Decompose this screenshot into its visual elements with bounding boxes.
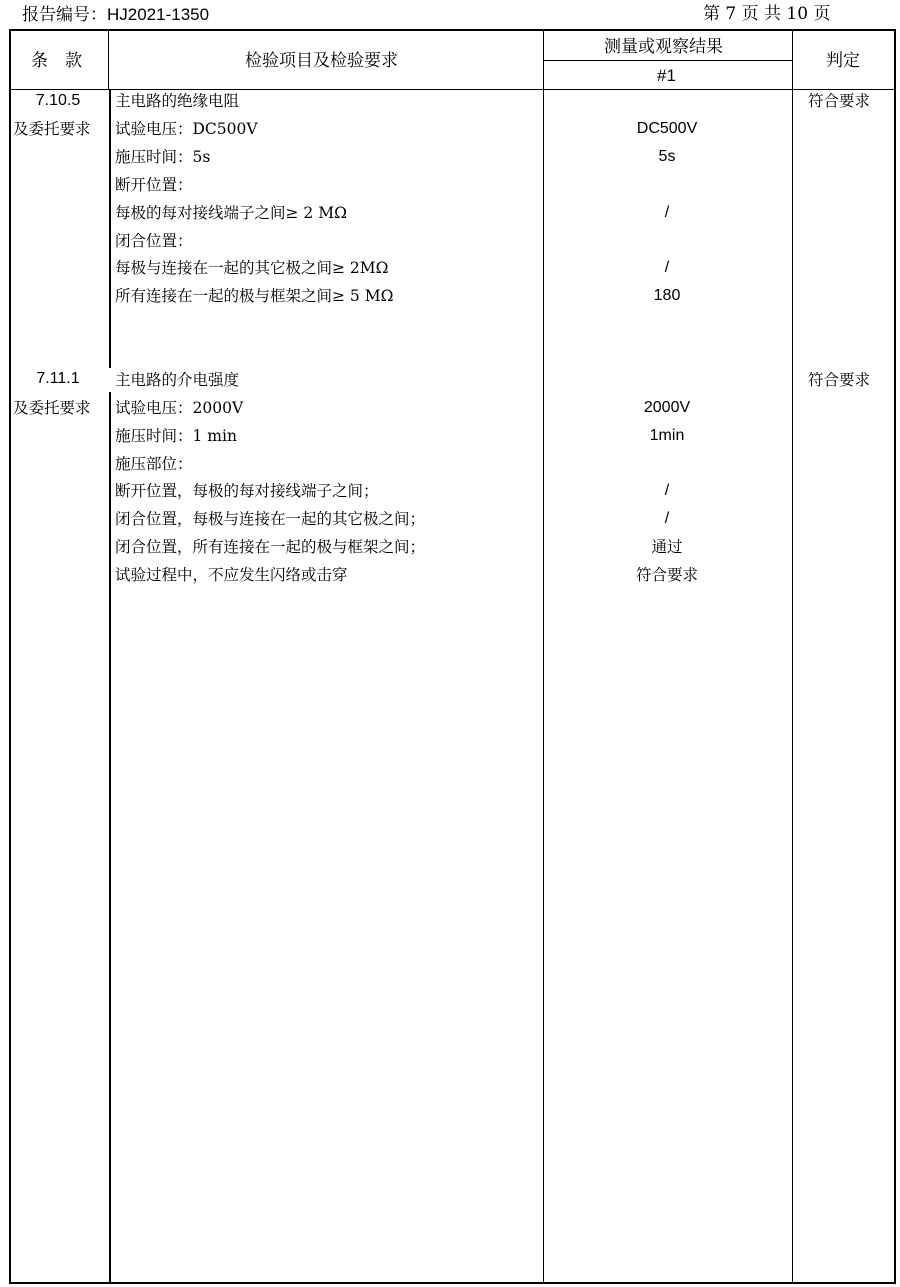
test-item-line: 每极与连接在一起的其它极之间≥ 2MΩ [115, 259, 389, 277]
test-item-line: 试验电压：DC500V [115, 120, 258, 138]
result-value: / [664, 482, 670, 499]
test-item-title: 主电路的介电强度 [115, 371, 240, 389]
result-value: / [664, 259, 670, 276]
clause-number: 7.10.5 [35, 92, 81, 109]
header-sample: #1 [657, 66, 676, 85]
test-item-line: 闭合位置： [115, 232, 193, 250]
test-item-line: 断开位置，每极的每对接线端子之间； [115, 482, 379, 500]
clause-number: 7.11.1 [36, 370, 80, 387]
verdict: 符合要求 [808, 371, 871, 389]
test-item-line: 试验过程中，不应发生闪络或击穿 [115, 566, 348, 584]
clause-note: 及委托要求 [13, 399, 91, 417]
test-item-line: 施压时间：5s [115, 148, 211, 166]
result-value: 2000V [643, 399, 691, 416]
header-verdict: 判定 [826, 51, 860, 70]
result-value: DC500V [636, 120, 698, 137]
test-item-line: 闭合位置，每极与连接在一起的其它极之间； [115, 510, 426, 528]
test-item-line: 所有连接在一起的极与框架之间≥ 5 MΩ [115, 287, 394, 305]
result-value: 1min [649, 427, 685, 444]
test-item-line: 施压时间：1 min [115, 427, 237, 445]
test-item-line: 每极的每对接线端子之间≥ 2 MΩ [115, 204, 347, 222]
test-item-line: 试验电压：2000V [115, 399, 244, 417]
clause-note: 及委托要求 [13, 120, 91, 138]
report-number: 报告编号：HJ2021-1350 [22, 5, 210, 24]
result-value: 5s [658, 148, 676, 165]
header-result: 测量或观察结果 [604, 37, 723, 56]
verdict: 符合要求 [808, 92, 871, 110]
test-item-line: 施压部位： [115, 455, 193, 473]
result-value: / [664, 510, 670, 527]
header-test-item: 检验项目及检验要求 [245, 51, 398, 70]
result-value: 180 [653, 287, 681, 304]
result-value: / [664, 204, 670, 221]
test-item-line: 闭合位置，所有连接在一起的极与框架之间； [115, 538, 426, 556]
test-item-title: 主电路的绝缘电阻 [115, 92, 240, 110]
result-value: 通过 [651, 538, 683, 556]
header-clause: 条 款 [31, 51, 82, 70]
result-value: 符合要求 [635, 566, 699, 584]
test-item-line: 断开位置： [115, 176, 193, 194]
page-indicator: 第 7 页 共 10 页 [703, 4, 831, 24]
